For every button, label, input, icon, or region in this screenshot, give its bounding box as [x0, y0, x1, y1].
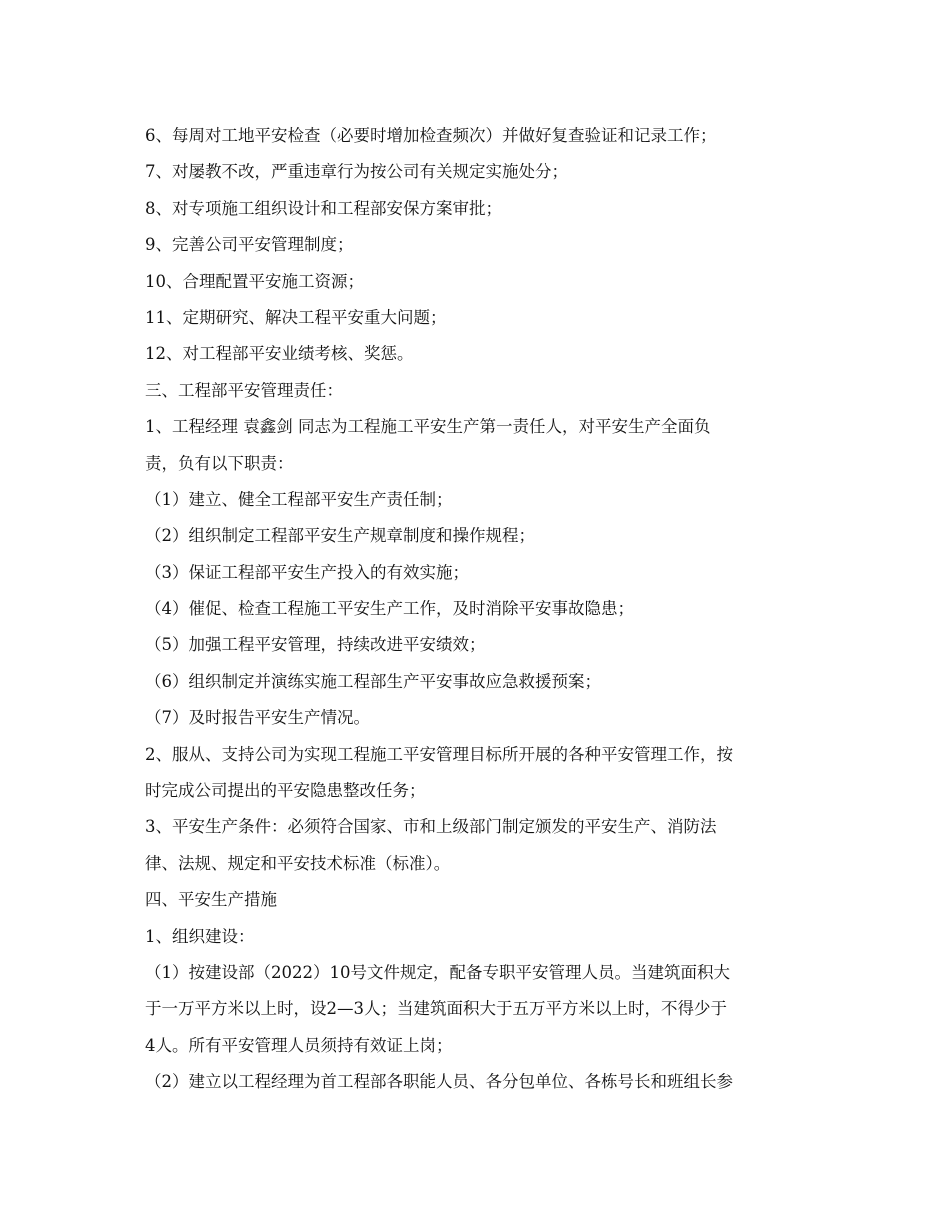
text-line-duty-6: （6）组织制定并演练实施工程部生产平安事故应急救援预案；	[145, 671, 601, 691]
text-line-measure-1: （1）按建设部（2022）10号文件规定，配备专职平安管理人员。当建筑面积大	[145, 962, 730, 982]
text-line-item-10: 10、合理配置平安施工资源；	[145, 271, 364, 291]
text-line-duty-3: （3）保证工程部平安生产投入的有效实施；	[145, 562, 469, 582]
text-line-duty-1: （1）建立、健全工程部平安生产责任制；	[145, 489, 453, 509]
text-line-item-12: 12、对工程部平安业绩考核、奖惩。	[145, 344, 414, 364]
text-line-manager-duty: 1、工程经理 袁鑫剑 同志为工程施工平安生产第一责任人，对平安生产全面负	[145, 417, 711, 437]
text-line-duty-7: （7）及时报告平安生产情况。	[145, 708, 370, 728]
text-line-item-8: 8、对专项施工组织设计和工程部安保方案审批；	[145, 198, 502, 218]
text-line-duty-5: （5）加强工程平安管理，持续改进平安绩效；	[145, 635, 486, 655]
text-line-measure-1-cont2: 4人。所有平安管理人员须持有效证上岗；	[145, 1035, 453, 1055]
document-page	[145, 118, 835, 1101]
section-heading-3: 三、工程部平安管理责任：	[145, 380, 343, 400]
text-line-duty-2: （2）组织制定工程部平安生产规章制度和操作规程；	[145, 526, 535, 546]
text-line-manager-duty-cont: 责，负有以下职责：	[145, 453, 294, 473]
text-line-item-11: 11、定期研究、解决工程平安重大问题；	[145, 307, 447, 327]
text-line-measure-1-cont: 于一万平方米以上时，设2—3人；当建筑面积大于五万平方米以上时，不得少于	[145, 999, 727, 1019]
text-line-item-2-cont: 时完成公司提出的平安隐患整改任务；	[145, 781, 426, 801]
text-line-duty-4: （4）催促、检查工程施工平安生产工作，及时消除平安事故隐患；	[145, 599, 634, 619]
text-line-item-3: 3、平安生产条件：必须符合国家、市和上级部门制定颁发的平安生产、消防法	[145, 817, 717, 837]
section-heading-4: 四、平安生产措施	[145, 890, 277, 910]
text-line-item-2: 2、服从、支持公司为实现工程施工平安管理目标所开展的各种平安管理工作，按	[145, 744, 733, 764]
text-line-org-building: 1、组织建设：	[145, 926, 255, 946]
text-line-item-6: 6、每周对工地平安检查（必要时增加检查频次）并做好复查验证和记录工作；	[145, 126, 717, 145]
text-line-item-7: 7、对屡教不改，严重违章行为按公司有关规定实施处分；	[145, 162, 568, 182]
text-line-item-9: 9、完善公司平安管理制度；	[145, 235, 354, 255]
text-line-item-3-cont: 律、法规、规定和平安技术标准（标准）。	[145, 853, 451, 873]
text-line-measure-2: （2）建立以工程经理为首工程部各职能人员、各分包单位、各栋号长和班组长参	[145, 1072, 733, 1092]
